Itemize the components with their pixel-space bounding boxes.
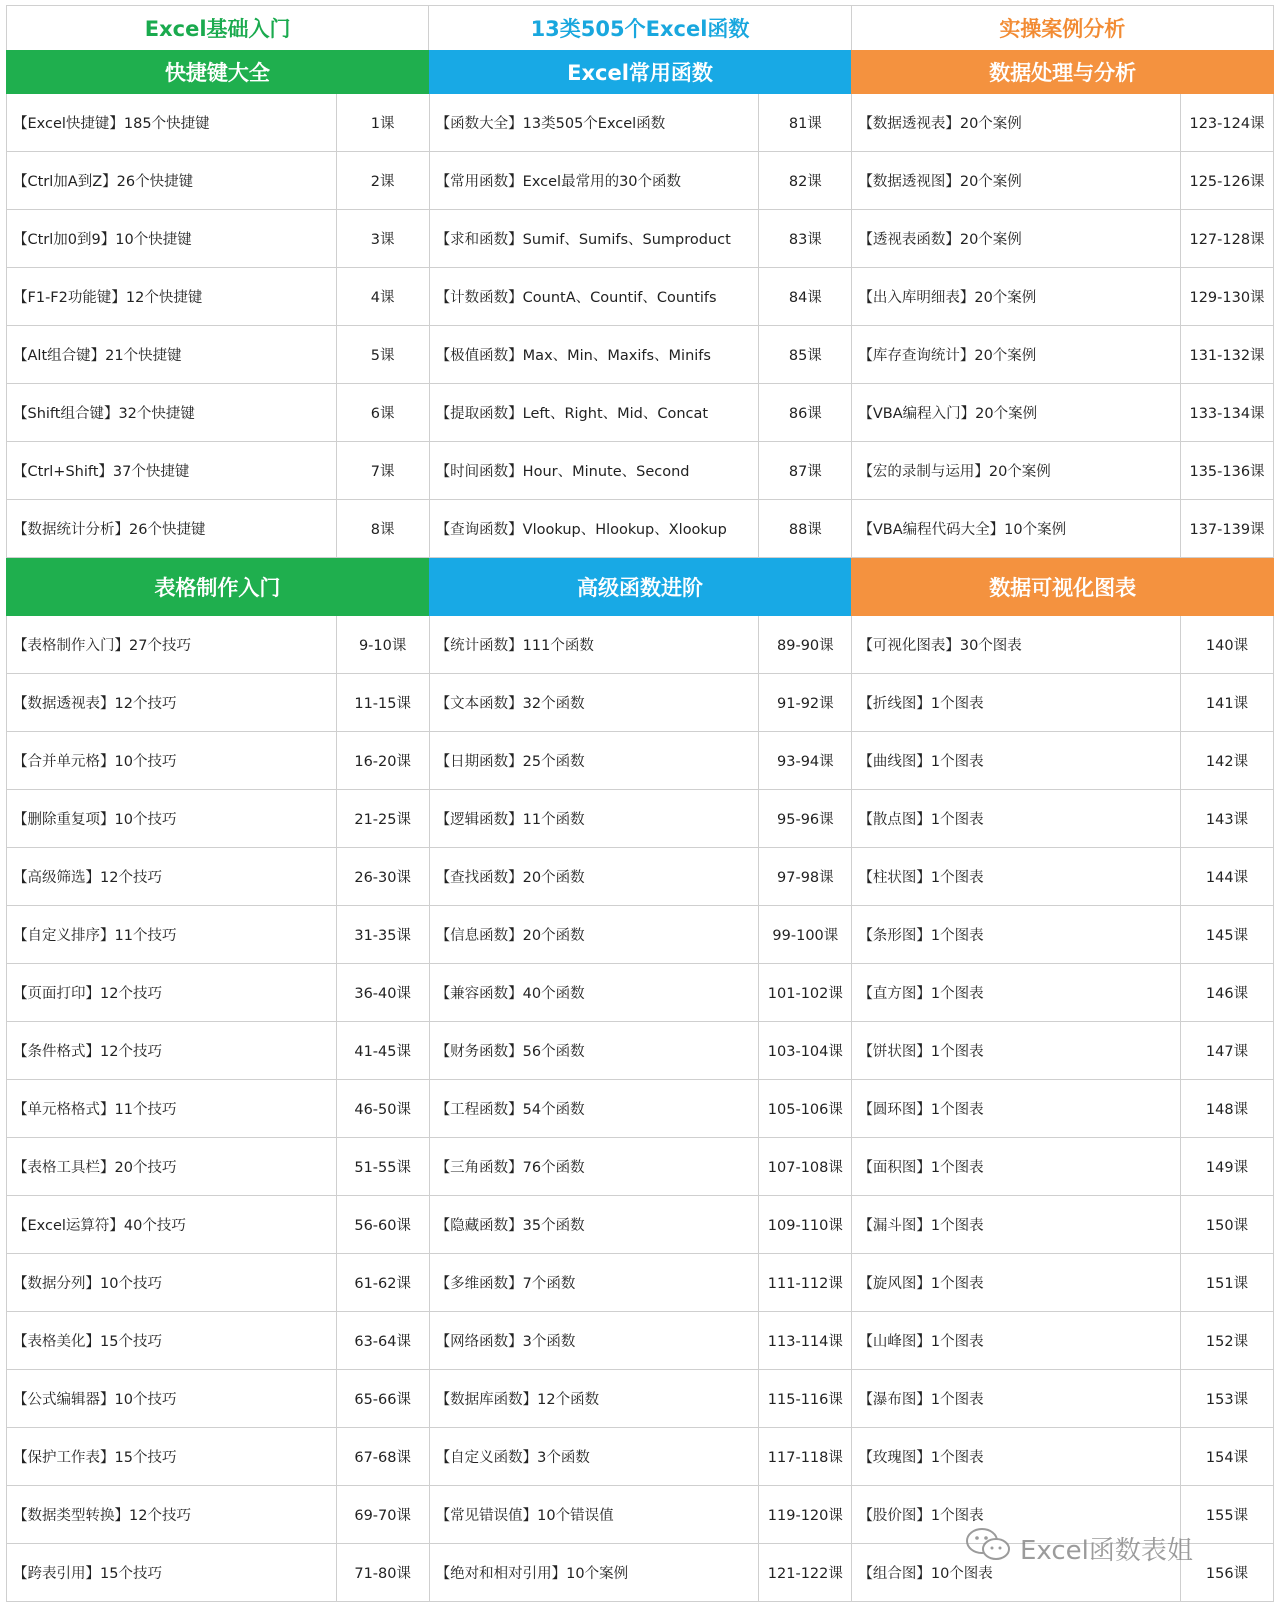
lesson-number: 86课: [788, 406, 822, 422]
table-row: [6, 616, 429, 674]
section1-header-band: [6, 50, 1274, 94]
watermark: [964, 1525, 1193, 1572]
course-name: 【删除重复项】10个技巧: [7, 790, 337, 847]
lesson-number: 84课: [788, 290, 822, 306]
lesson-number: 148课: [1205, 1102, 1249, 1118]
table-row: [851, 384, 1274, 442]
column-1: [6, 616, 429, 1602]
course-name: 【保护工作表】15个技巧: [7, 1428, 337, 1485]
course-name: 【自定义排序】11个技巧: [7, 906, 337, 963]
lesson-number: 147课: [1205, 1044, 1249, 1060]
lesson-number: 144课: [1205, 870, 1249, 886]
course-name: 【极值函数】Max、Min、Maxifs、Minifs: [430, 326, 760, 383]
course-name: 【柱状图】1个图表: [852, 848, 1181, 905]
lesson-number: 155课: [1205, 1508, 1249, 1524]
column-1: [6, 94, 429, 558]
lesson-number: 99-100课: [772, 928, 839, 944]
course-name: 【提取函数】Left、Right、Mid、Concat: [430, 384, 760, 441]
course-name: 【函数大全】13类505个Excel函数: [430, 94, 760, 151]
lesson-number: 51-55课: [354, 1160, 411, 1176]
lesson-number: 83课: [788, 232, 822, 248]
table-row: [429, 442, 852, 500]
course-name: 【曲线图】1个图表: [852, 732, 1181, 789]
course-name: 【网络函数】3个函数: [430, 1312, 760, 1369]
lesson-number: 36-40课: [354, 986, 411, 1002]
column-2: [429, 616, 852, 1602]
lesson-number: 81课: [788, 116, 822, 132]
table-row: [851, 152, 1274, 210]
top-title-row: [6, 5, 1274, 50]
lesson-number: 6课: [370, 406, 395, 422]
table-row: [851, 1312, 1274, 1370]
lesson-number: 145课: [1205, 928, 1249, 944]
header-common-functions: Excel常用函数: [429, 50, 852, 94]
table-row: [429, 1022, 852, 1080]
lesson-number: 142课: [1205, 754, 1249, 770]
course-name: 【旋风图】1个图表: [852, 1254, 1181, 1311]
course-name: 【求和函数】Sumif、Sumifs、Sumproduct: [430, 210, 760, 267]
lesson-number: 11-15课: [354, 696, 411, 712]
course-name: 【计数函数】CountA、Countif、Countifs: [430, 268, 760, 325]
lesson-number: 91-92课: [777, 696, 834, 712]
lesson-number: 101-102课: [767, 986, 843, 1002]
course-name: 【数据统计分析】26个快捷键: [7, 500, 337, 557]
course-name: 【表格制作入门】27个技巧: [7, 616, 337, 673]
course-name: 【数据透视图】20个案例: [852, 152, 1181, 209]
wechat-icon: [964, 1525, 1012, 1572]
header-table-making: 表格制作入门: [6, 558, 429, 616]
table-row: [6, 1428, 429, 1486]
course-name: 【可视化图表】30个图表: [852, 616, 1181, 673]
course-name: 【VBA编程入门】20个案例: [852, 384, 1181, 441]
table-row: [851, 1022, 1274, 1080]
table-row: [6, 1080, 429, 1138]
table-row: [6, 1312, 429, 1370]
course-name: 【逻辑函数】11个函数: [430, 790, 760, 847]
course-name: 【Ctrl+Shift】37个快捷键: [7, 442, 337, 499]
course-name: 【Shift组合键】32个快捷键: [7, 384, 337, 441]
table-row: [429, 732, 852, 790]
table-row: [851, 1196, 1274, 1254]
lesson-number: 109-110课: [767, 1218, 843, 1234]
table-row: [429, 1196, 852, 1254]
lesson-number: 121-122课: [767, 1566, 843, 1582]
table-row: [851, 964, 1274, 1022]
lesson-number: 5课: [370, 348, 395, 364]
table-row: [851, 442, 1274, 500]
table-row: [6, 210, 429, 268]
course-name: 【自定义函数】3个函数: [430, 1428, 760, 1485]
course-name: 【常用函数】Excel最常用的30个函数: [430, 152, 760, 209]
table-row: [6, 152, 429, 210]
lesson-number: 137-139课: [1189, 522, 1265, 538]
course-name: 【日期函数】25个函数: [430, 732, 760, 789]
lesson-number: 105-106课: [767, 1102, 843, 1118]
lesson-number: 115-116课: [767, 1392, 843, 1408]
watermark-text: Excel函数表姐: [1020, 1536, 1193, 1566]
course-name: 【绝对和相对引用】10个案例: [430, 1544, 760, 1601]
table-row: [851, 1254, 1274, 1312]
course-name: 【组合图】10个图表: [852, 1544, 1181, 1601]
table-row: [6, 500, 429, 558]
lesson-number: 85课: [788, 348, 822, 364]
lesson-number: 146课: [1205, 986, 1249, 1002]
lesson-number: 156课: [1205, 1566, 1249, 1582]
course-name: 【面积图】1个图表: [852, 1138, 1181, 1195]
lesson-number: 140课: [1205, 638, 1249, 654]
lesson-number: 111-112课: [767, 1276, 843, 1292]
table-row: [851, 500, 1274, 558]
table-row: [429, 1254, 852, 1312]
course-name: 【文本函数】32个函数: [430, 674, 760, 731]
course-name: 【库存查询统计】20个案例: [852, 326, 1181, 383]
course-name: 【表格工具栏】20个技巧: [7, 1138, 337, 1195]
course-name: 【表格美化】15个技巧: [7, 1312, 337, 1369]
lesson-number: 82课: [788, 174, 822, 190]
course-name: 【数据库函数】12个函数: [430, 1370, 760, 1427]
table-row: [429, 848, 852, 906]
lesson-number: 150课: [1205, 1218, 1249, 1234]
table-row: [6, 94, 429, 152]
course-name: 【页面打印】12个技巧: [7, 964, 337, 1021]
table-row: [429, 1312, 852, 1370]
lesson-number: 141课: [1205, 696, 1249, 712]
table-row: [429, 1428, 852, 1486]
table-row: [851, 906, 1274, 964]
table-row: [851, 326, 1274, 384]
lesson-number: 151课: [1205, 1276, 1249, 1292]
table-row: [429, 500, 852, 558]
table-row: [6, 732, 429, 790]
table-row: [429, 210, 852, 268]
lesson-number: 26-30课: [354, 870, 411, 886]
lesson-number: 149课: [1205, 1160, 1249, 1176]
lesson-number: 21-25课: [354, 812, 411, 828]
course-name: 【数据分列】10个技巧: [7, 1254, 337, 1311]
course-name: 【漏斗图】1个图表: [852, 1196, 1181, 1253]
lesson-number: 16-20课: [354, 754, 411, 770]
table-row: [851, 1138, 1274, 1196]
table-row: [851, 1428, 1274, 1486]
table-row: [6, 384, 429, 442]
column-3: [851, 616, 1274, 1602]
course-name: 【散点图】1个图表: [852, 790, 1181, 847]
course-name: 【瀑布图】1个图表: [852, 1370, 1181, 1427]
table-row: [851, 732, 1274, 790]
course-name: 【F1-F2功能键】12个快捷键: [7, 268, 337, 325]
lesson-number: 1课: [370, 116, 395, 132]
column-2: [429, 94, 852, 558]
table-row: [6, 964, 429, 1022]
course-name: 【直方图】1个图表: [852, 964, 1181, 1021]
lesson-number: 31-35课: [354, 928, 411, 944]
column-3: [851, 94, 1274, 558]
table-row: [6, 1544, 429, 1602]
lesson-number: 113-114课: [767, 1334, 843, 1350]
table-row: [429, 616, 852, 674]
table-row: [851, 674, 1274, 732]
course-name: 【单元格格式】11个技巧: [7, 1080, 337, 1137]
lesson-number: 127-128课: [1189, 232, 1265, 248]
course-name: 【时间函数】Hour、Minute、Second: [430, 442, 760, 499]
course-name: 【圆环图】1个图表: [852, 1080, 1181, 1137]
course-name: 【工程函数】54个函数: [430, 1080, 760, 1137]
section1-grid: [6, 94, 1274, 558]
course-name: 【玫瑰图】1个图表: [852, 1428, 1181, 1485]
course-name: 【常见错误值】10个错误值: [430, 1486, 760, 1543]
lesson-number: 3课: [370, 232, 395, 248]
lesson-number: 46-50课: [354, 1102, 411, 1118]
course-name: 【VBA编程代码大全】10个案例: [852, 500, 1181, 557]
table-row: [429, 790, 852, 848]
course-name: 【Excel运算符】40个技巧: [7, 1196, 337, 1253]
course-name: 【高级筛选】12个技巧: [7, 848, 337, 905]
lesson-number: 7课: [370, 464, 395, 480]
table-row: [429, 1544, 852, 1602]
course-name: 【查找函数】20个函数: [430, 848, 760, 905]
table-row: [851, 268, 1274, 326]
course-name: 【兼容函数】40个函数: [430, 964, 760, 1021]
lesson-number: 97-98课: [777, 870, 834, 886]
lesson-number: 119-120课: [767, 1508, 843, 1524]
course-name: 【数据透视表】12个技巧: [7, 674, 337, 731]
lesson-number: 9-10课: [358, 638, 407, 654]
table-row: [6, 1254, 429, 1312]
lesson-number: 133-134课: [1189, 406, 1265, 422]
table-row: [6, 906, 429, 964]
table-row: [6, 790, 429, 848]
course-name: 【合并单元格】10个技巧: [7, 732, 337, 789]
table-row: [851, 1370, 1274, 1428]
table-row: [851, 94, 1274, 152]
top-title-basics: Excel基础入门: [6, 6, 428, 50]
table-row: [851, 616, 1274, 674]
table-row: [429, 326, 852, 384]
table-row: [429, 152, 852, 210]
course-name: 【条形图】1个图表: [852, 906, 1181, 963]
lesson-number: 65-66课: [354, 1392, 411, 1408]
table-row: [851, 210, 1274, 268]
lesson-number: 129-130课: [1189, 290, 1265, 306]
course-name: 【Ctrl加A到Z】26个快捷键: [7, 152, 337, 209]
table-row: [429, 964, 852, 1022]
course-name: 【透视表函数】20个案例: [852, 210, 1181, 267]
section2-header-band: [6, 558, 1274, 616]
table-row: [6, 1022, 429, 1080]
table-row: [429, 1080, 852, 1138]
header-data-analysis: 数据处理与分析: [851, 50, 1274, 94]
table-row: [851, 848, 1274, 906]
lesson-number: 67-68课: [354, 1450, 411, 1466]
course-name: 【隐藏函数】35个函数: [430, 1196, 760, 1253]
course-name: 【信息函数】20个函数: [430, 906, 760, 963]
course-name: 【多维函数】7个函数: [430, 1254, 760, 1311]
table-row: [6, 1486, 429, 1544]
lesson-number: 143课: [1205, 812, 1249, 828]
lesson-number: 69-70课: [354, 1508, 411, 1524]
lesson-number: 71-80课: [354, 1566, 411, 1582]
lesson-number: 88课: [788, 522, 822, 538]
lesson-number: 154课: [1205, 1450, 1249, 1466]
course-name: 【查询函数】Vlookup、Hlookup、Xlookup: [430, 500, 760, 557]
table-row: [429, 906, 852, 964]
table-row: [429, 94, 852, 152]
course-name: 【股价图】1个图表: [852, 1486, 1181, 1543]
lesson-number: 61-62课: [354, 1276, 411, 1292]
lesson-number: 107-108课: [767, 1160, 843, 1176]
lesson-number: 153课: [1205, 1392, 1249, 1408]
top-title-functions: 13类505个Excel函数: [428, 6, 850, 50]
course-name: 【Ctrl加0到9】10个快捷键: [7, 210, 337, 267]
course-name: 【出入库明细表】20个案例: [852, 268, 1181, 325]
table-row: [6, 268, 429, 326]
lesson-number: 4课: [370, 290, 395, 306]
course-name: 【公式编辑器】10个技巧: [7, 1370, 337, 1427]
course-name: 【统计函数】111个函数: [430, 616, 760, 673]
course-name: 【数据类型转换】12个技巧: [7, 1486, 337, 1543]
table-row: [6, 442, 429, 500]
lesson-number: 2课: [370, 174, 395, 190]
table-row: [6, 1370, 429, 1428]
lesson-number: 93-94课: [777, 754, 834, 770]
lesson-number: 117-118课: [767, 1450, 843, 1466]
course-name: 【折线图】1个图表: [852, 674, 1181, 731]
course-name: 【Excel快捷键】185个快捷键: [7, 94, 337, 151]
lesson-number: 8课: [370, 522, 395, 538]
course-name: 【宏的录制与运用】20个案例: [852, 442, 1181, 499]
lesson-number: 131-132课: [1189, 348, 1265, 364]
course-table: [6, 5, 1274, 1602]
table-row: [851, 1080, 1274, 1138]
course-name: 【财务函数】56个函数: [430, 1022, 760, 1079]
table-row: [429, 384, 852, 442]
lesson-number: 87课: [788, 464, 822, 480]
lesson-number: 123-124课: [1189, 116, 1265, 132]
table-row: [6, 1138, 429, 1196]
header-shortcuts: 快捷键大全: [6, 50, 429, 94]
lesson-number: 135-136课: [1189, 464, 1265, 480]
course-name: 【Alt组合键】21个快捷键: [7, 326, 337, 383]
table-row: [6, 848, 429, 906]
lesson-number: 63-64课: [354, 1334, 411, 1350]
lesson-number: 125-126课: [1189, 174, 1265, 190]
table-row: [6, 326, 429, 384]
course-name: 【山峰图】1个图表: [852, 1312, 1181, 1369]
table-row: [429, 1486, 852, 1544]
lesson-number: 95-96课: [777, 812, 834, 828]
lesson-number: 56-60课: [354, 1218, 411, 1234]
course-name: 【数据透视表】20个案例: [852, 94, 1181, 151]
course-name: 【条件格式】12个技巧: [7, 1022, 337, 1079]
course-name: 【跨表引用】15个技巧: [7, 1544, 337, 1601]
course-name: 【饼状图】1个图表: [852, 1022, 1181, 1079]
lesson-number: 152课: [1205, 1334, 1249, 1350]
lesson-number: 103-104课: [767, 1044, 843, 1060]
table-row: [429, 268, 852, 326]
table-row: [429, 674, 852, 732]
section2-grid: [6, 616, 1274, 1602]
lesson-number: 41-45课: [354, 1044, 411, 1060]
table-row: [429, 1370, 852, 1428]
table-row: [851, 790, 1274, 848]
table-row: [6, 674, 429, 732]
table-row: [6, 1196, 429, 1254]
header-advanced-functions: 高级函数进阶: [429, 558, 852, 616]
lesson-number: 89-90课: [777, 638, 834, 654]
table-row: [429, 1138, 852, 1196]
course-name: 【三角函数】76个函数: [430, 1138, 760, 1195]
top-title-cases: 实操案例分析: [851, 6, 1274, 50]
header-visualization: 数据可视化图表: [851, 558, 1274, 616]
